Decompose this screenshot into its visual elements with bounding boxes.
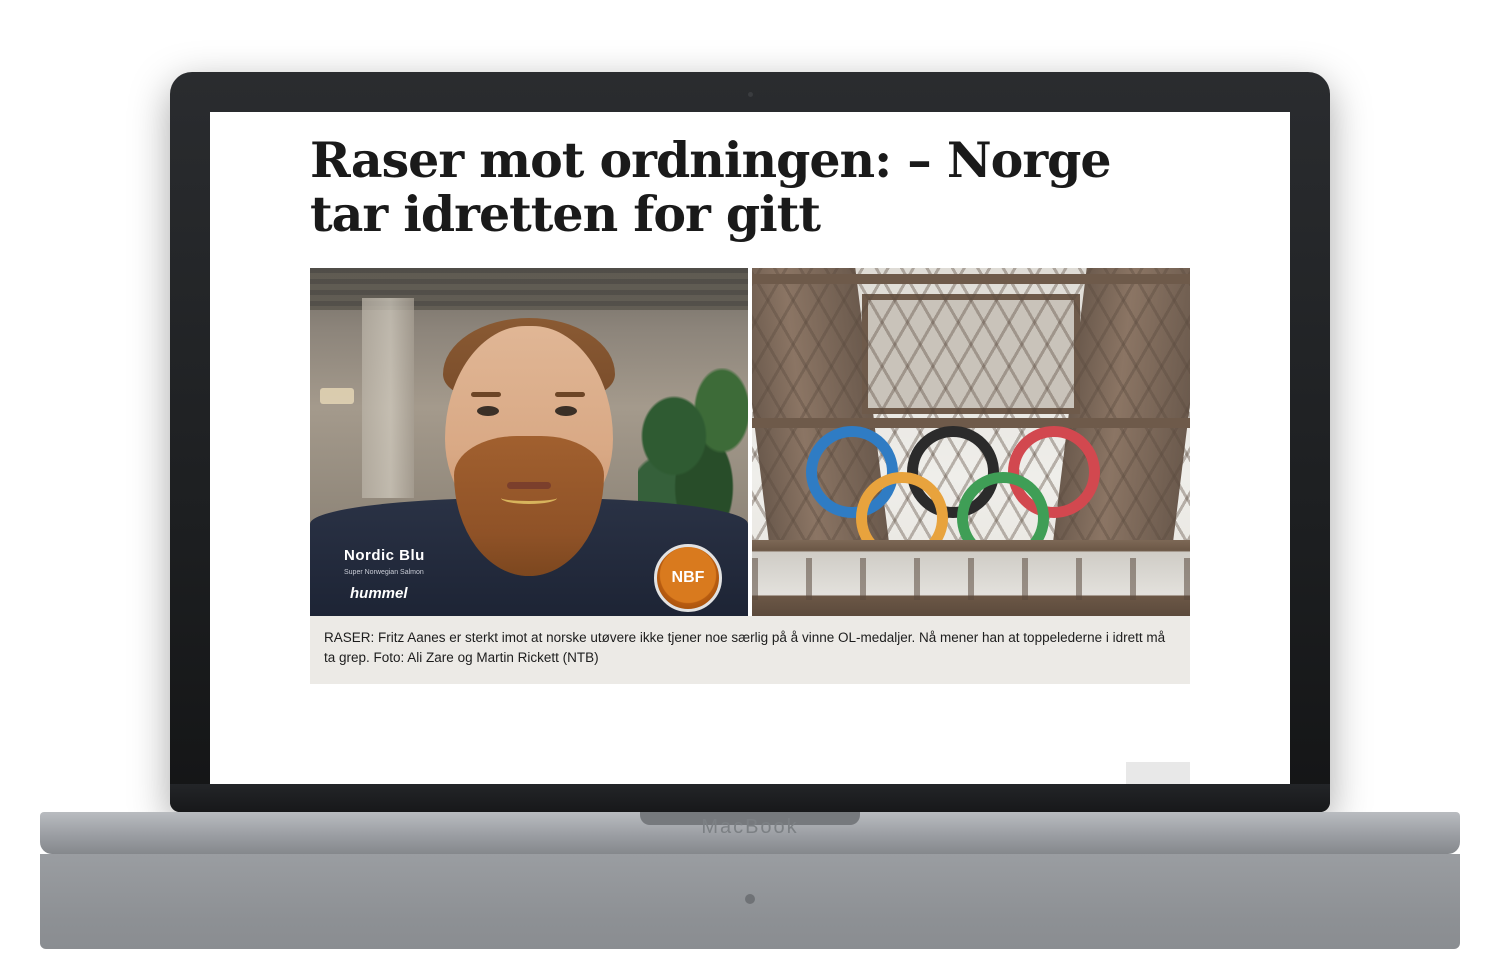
article-media xyxy=(310,268,1190,616)
eyebrow-left xyxy=(471,392,501,397)
shirt-sponsor-text: Nordic Blu xyxy=(344,546,425,564)
necklace xyxy=(501,492,557,504)
device-brand-label: MacBook xyxy=(701,816,799,838)
article-page xyxy=(210,112,1290,784)
mouth xyxy=(507,482,551,489)
eyebrow-right xyxy=(555,392,585,397)
lamp-detail xyxy=(320,388,354,404)
eiffel-tower-photo xyxy=(752,268,1190,616)
laptop-screen xyxy=(210,112,1290,784)
portrait-photo xyxy=(310,268,748,616)
image-caption: RASER: Fritz Aanes er sterkt imot at norske utøvere ikke tjener noe særlig på å vinne OL-medaljer. Nå mener han at toppelederne i idrett må ta grep. Foto: Ali Zare og Martin Rickett (NTB) xyxy=(310,616,1190,685)
webcam-icon xyxy=(748,92,753,97)
eye-left xyxy=(477,406,499,416)
tower-girder-top xyxy=(752,274,1190,284)
pillar-detail xyxy=(362,298,414,498)
ad-placeholder xyxy=(1126,762,1190,784)
base-indicator xyxy=(745,894,755,904)
shirt-brand-text: hummel xyxy=(350,584,408,602)
screen-bezel-bottom xyxy=(170,784,1330,812)
laptop-lid xyxy=(170,72,1330,812)
page-title: Raser mot ordningen: – Norge tar idretten for gitt xyxy=(310,131,1111,243)
federation-badge: NBF xyxy=(654,544,722,612)
platform-columns xyxy=(752,558,1190,600)
shirt-sponsor-subtext: Super Norwegian Salmon xyxy=(344,568,424,576)
tower-lattice-panel xyxy=(862,294,1080,414)
tower-platform xyxy=(752,540,1190,616)
laptop-mockup xyxy=(170,72,1330,838)
eye-right xyxy=(555,406,577,416)
